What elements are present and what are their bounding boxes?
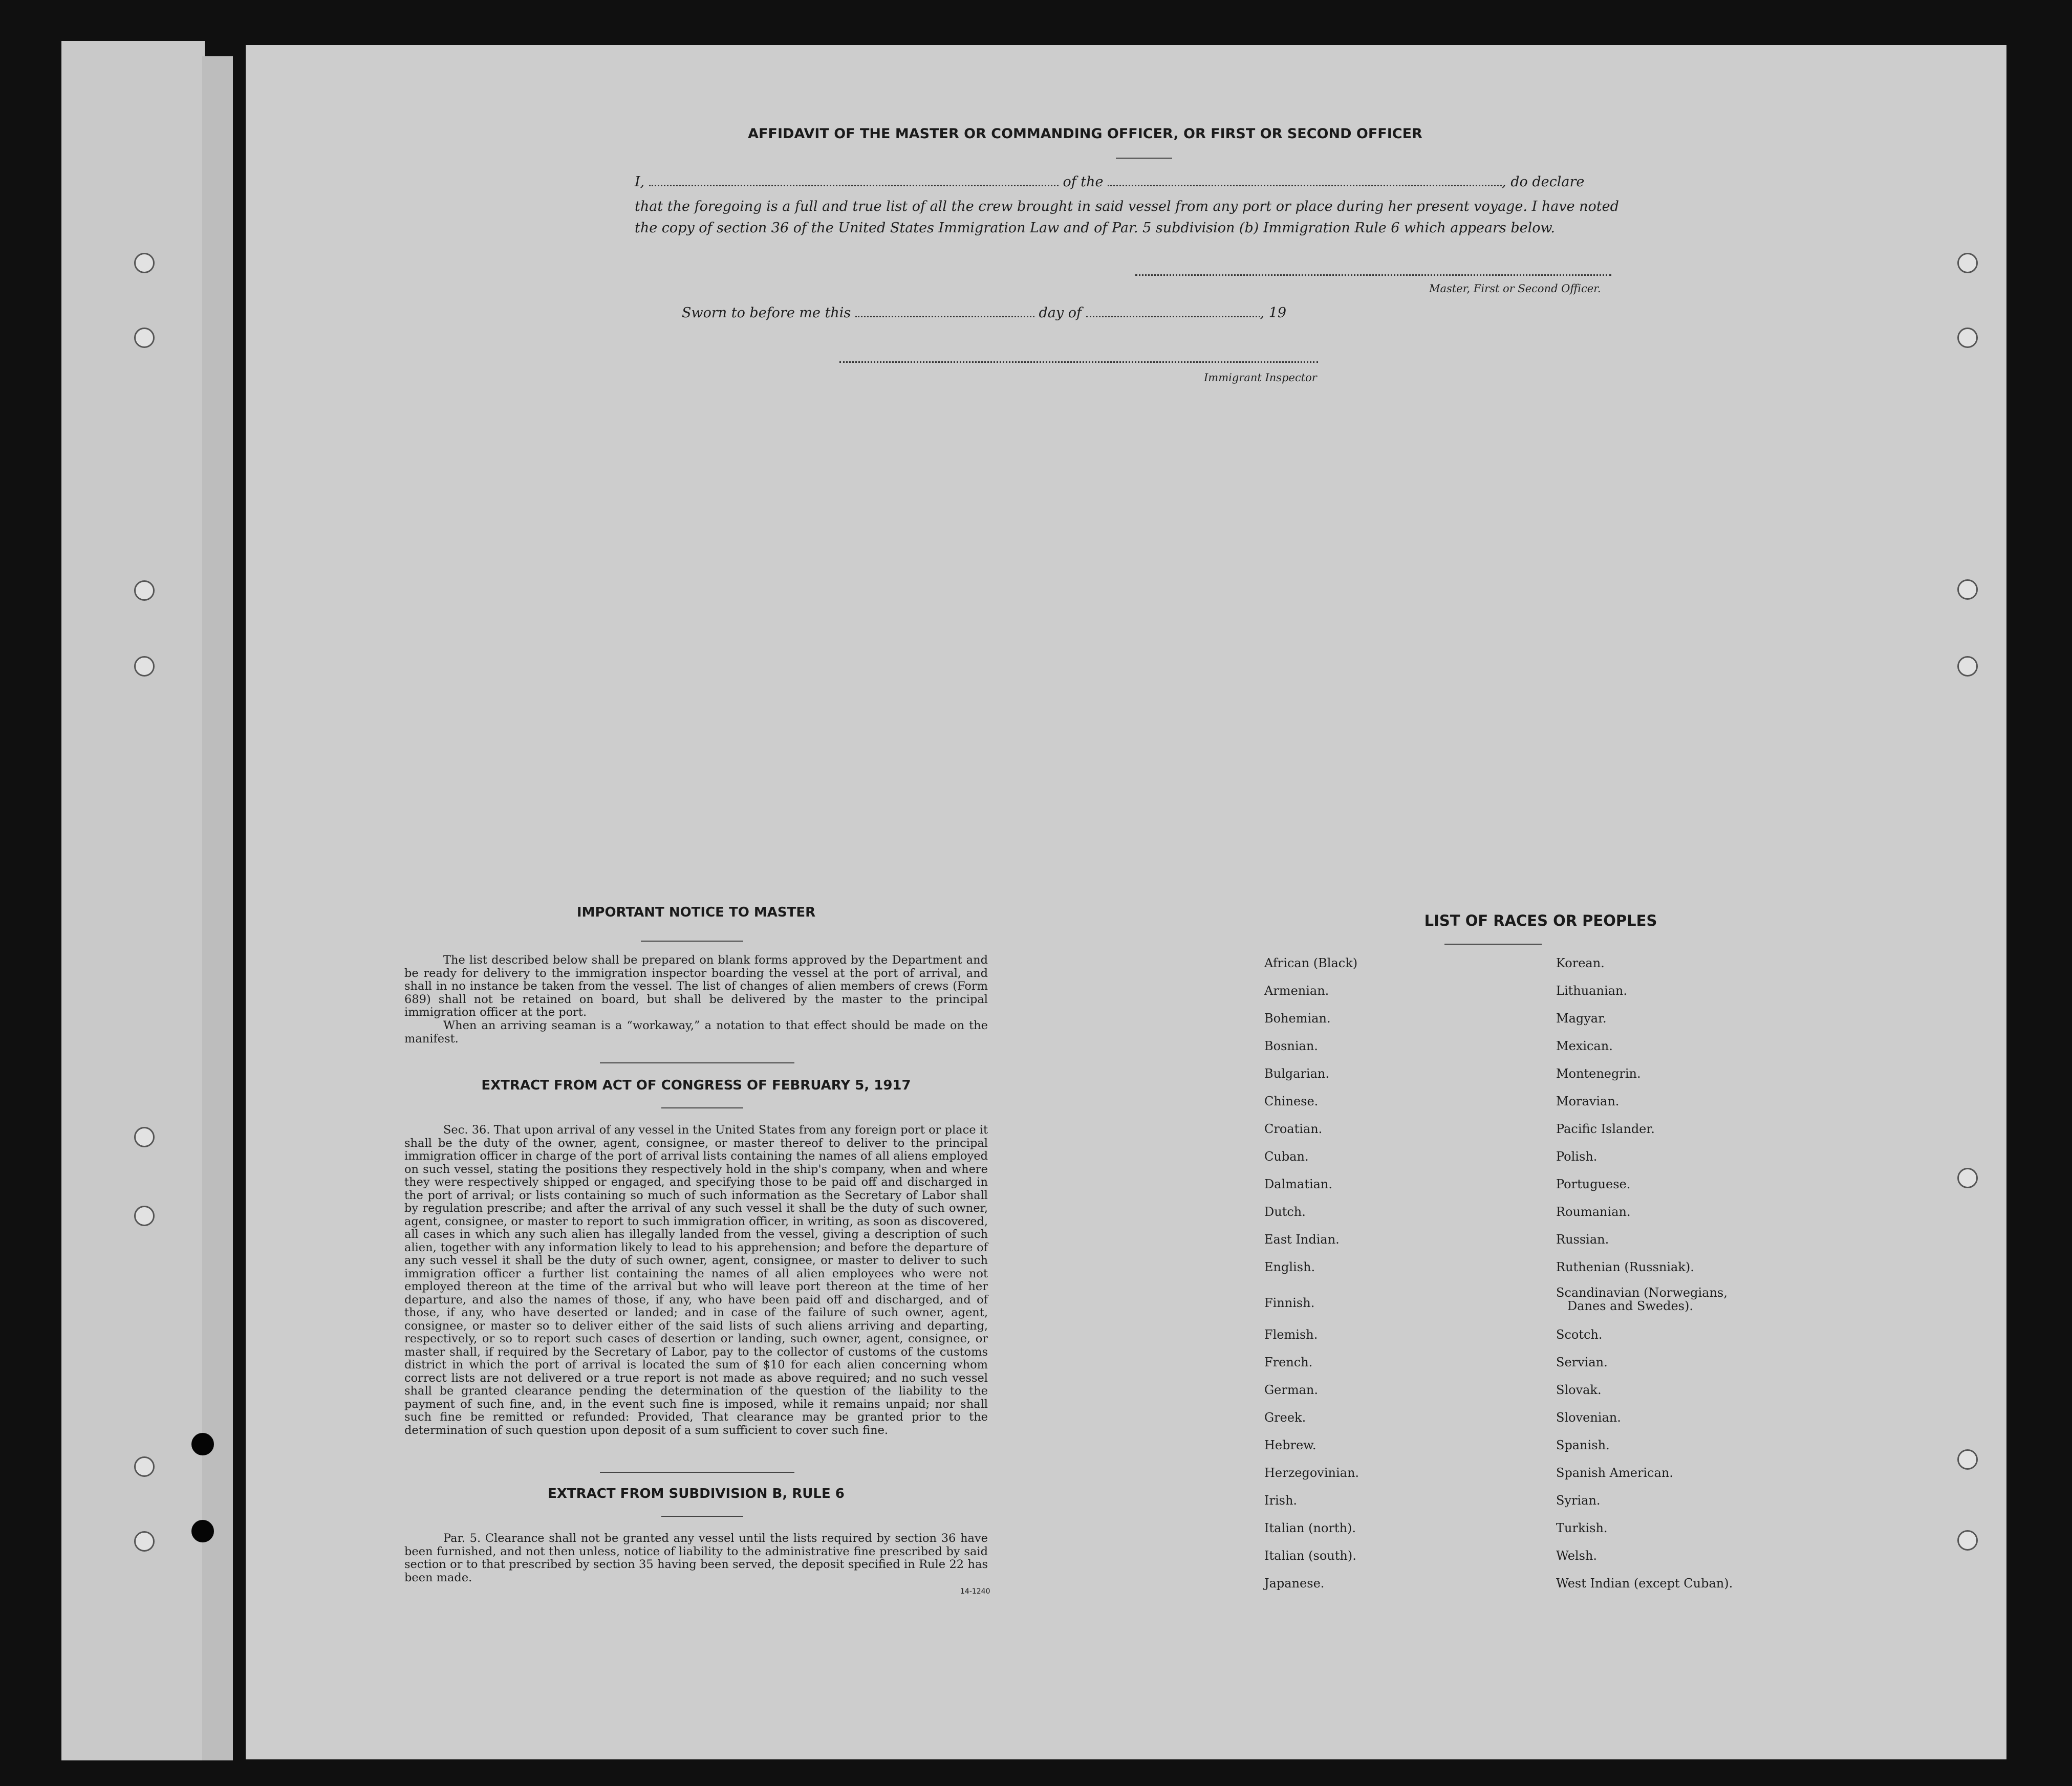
race-item: Magyar. <box>1556 1011 1607 1026</box>
race-item: Scotch. <box>1556 1327 1603 1342</box>
signature-label: Master, First or Second Officer. <box>1429 282 1601 295</box>
sworn-line <box>682 305 1286 321</box>
binder-hole-icon <box>1957 328 1978 348</box>
race-item: French. <box>1264 1355 1313 1369</box>
divider <box>661 1516 743 1517</box>
race-item: Dutch. <box>1264 1205 1306 1219</box>
inspector-signature-field[interactable] <box>839 361 1318 363</box>
sworn-text: , 19 <box>1260 305 1287 321</box>
race-item: Irish. <box>1264 1493 1298 1508</box>
binder-hole-icon <box>1957 253 1978 273</box>
binder-hole-icon <box>134 253 155 273</box>
race-item: Lithuanian. <box>1556 984 1628 998</box>
race-item: Welsh. <box>1556 1549 1597 1563</box>
race-item: East Indian. <box>1264 1232 1340 1247</box>
race-item: Italian (north). <box>1264 1521 1356 1535</box>
race-item: Korean. <box>1556 956 1605 970</box>
race-item: Polish. <box>1556 1149 1598 1164</box>
race-item: Syrian. <box>1556 1493 1601 1508</box>
race-item: Pacific Islander. <box>1556 1122 1655 1136</box>
notice-paragraph-2: When an arriving seaman is a “workaway,” a notation to that effect should be made on the manifest. <box>404 1019 988 1046</box>
divider <box>641 941 743 942</box>
race-item: Servian. <box>1556 1355 1608 1369</box>
binder-hole-icon <box>134 328 155 348</box>
rule-paragraph: Par. 5. Clearance shall not be granted any vessel until the lists required by section 36 have been furnished, and not then unless, notice of liability to the administrative fine prescribed by said section or to that prescribed by section 35 having been served, the deposit specified in Rule 22 has been made. <box>404 1532 988 1584</box>
race-item: Danes and Swedes). <box>1567 1299 1693 1313</box>
race-item: Bulgarian. <box>1264 1066 1329 1081</box>
race-item: Italian (south). <box>1264 1549 1356 1563</box>
sworn-text: day of <box>1039 305 1082 321</box>
binder-hole-icon <box>134 1206 155 1226</box>
race-item: Montenegrin. <box>1556 1066 1641 1081</box>
race-item: West Indian (except Cuban). <box>1556 1576 1733 1591</box>
race-item: Croatian. <box>1264 1122 1323 1136</box>
signature-field[interactable] <box>1135 274 1611 276</box>
act-section-36: Sec. 36. That upon arrival of any vessel in the United States from any foreign port or place it shall be the duty of the owner, agent, consignee, or master thereof to deliver to the principal immigration officer in charge of the port of arrival lists containing the names of all aliens employed on such vessel, stating the positions they respectively hold in the ship's company, when and where they were respectively shipped or engaged, and specifying those to be paid off and discharged in the port of arrival; or lists containing so much of such information as the Secretary of Labor shall by regulation prescribe; and after the arrival of any such vessel it shall be the duty of such owner, agent, consignee, or master to report to such immigration officer, in writing, as soon as discovered, all cases in which any such alien has illegally landed from the vessel, giving a description of such alien, together with any information likely to lead to his apprehension; and before the departure of any such vessel it shall be the duty of such owner, agent, consignee, or master to deliver to such immigration officer a further list containing the names of all alien employees who were not employed thereon at the time of the arrival but who will leave port thereon at the time of her departure, and also the names of those, if any, who have been paid off and discharged, and of those, if any, who have deserted or landed; and in case of the failure of such owner, agent, consignee, or master so to deliver either of the said lists of such aliens arriving and departing, respectively, or so to report such cases of desertion or landing, such owner, agent, consignee, or master shall, if required by the Secretary of Labor, pay to the collector of customs of the customs district in which the port of arrival is located the sum of $10 for each alien concerning whom correct lists are not delivered or a true report is not made as above required; and no such vessel shall be granted clearance pending the determination of the question of the liability to the payment of such fine, and, in the event such fine is imposed, while it remains unpaid; nor shall such fine be remitted or refunded: Provided, That clearance may be granted prior to the determination of such question upon deposit of a sum sufficient to cover such fine. <box>404 1123 988 1437</box>
name-field[interactable] <box>649 185 1059 186</box>
divider <box>600 1062 794 1063</box>
race-item: Dalmatian. <box>1264 1177 1333 1191</box>
race-item: Russian. <box>1556 1232 1609 1247</box>
race-item: Slovenian. <box>1556 1410 1621 1425</box>
divider <box>1116 158 1172 159</box>
inspector-label: Immigrant Inspector <box>1204 372 1317 384</box>
sworn-text: Sworn to before me this <box>682 305 851 321</box>
affidavit-text: I, <box>635 174 645 190</box>
race-item: German. <box>1264 1383 1318 1397</box>
race-item: Roumanian. <box>1556 1205 1631 1219</box>
race-item: Finnish. <box>1264 1296 1315 1310</box>
race-item: English. <box>1264 1260 1315 1274</box>
race-item: Moravian. <box>1556 1094 1620 1108</box>
race-item: Cuban. <box>1264 1149 1309 1164</box>
race-item: Spanish American. <box>1556 1466 1673 1480</box>
binder-hole-icon <box>1957 1530 1978 1551</box>
notice-title: IMPORTANT NOTICE TO MASTER <box>576 905 816 920</box>
race-item: Armenian. <box>1264 984 1329 998</box>
race-item: Greek. <box>1264 1410 1306 1425</box>
race-item: African (Black) <box>1264 956 1358 970</box>
race-item: Ruthenian (Russniak). <box>1556 1260 1694 1274</box>
affidavit-line-2: that the foregoing is a full and true list of all the crew brought in said vessel from any port or place during her present voyage. I have noted <box>635 199 1619 214</box>
divider <box>661 1107 743 1108</box>
rule-title: EXTRACT FROM SUBDIVISION B, RULE 6 <box>548 1486 845 1501</box>
affidavit-text: , do declare <box>1502 174 1585 190</box>
affidavit-line-1 <box>635 174 1584 190</box>
races-list-left <box>1264 956 1530 1601</box>
binder-hole-icon <box>1957 1449 1978 1470</box>
race-item: Turkish. <box>1556 1521 1608 1535</box>
race-item: Slovak. <box>1556 1383 1602 1397</box>
divider <box>1444 944 1542 945</box>
binder-hole-icon <box>134 1127 155 1147</box>
back-page-left <box>61 41 205 1760</box>
races-title: LIST OF RACES OR PEOPLES <box>1424 912 1657 929</box>
affidavit-title: AFFIDAVIT OF THE MASTER OR COMMANDING OFFICER, OR FIRST OR SECOND OFFICER <box>748 126 1422 142</box>
race-item: Bohemian. <box>1264 1011 1331 1026</box>
race-item: Japanese. <box>1264 1576 1325 1591</box>
race-item: Mexican. <box>1556 1039 1613 1053</box>
form-number: 14-1240 <box>960 1587 990 1596</box>
race-item: Flemish. <box>1264 1327 1318 1342</box>
affidavit-text: of the <box>1063 174 1104 190</box>
race-item: Spanish. <box>1556 1438 1610 1452</box>
month-field[interactable] <box>1086 316 1260 317</box>
notice-paragraph-1: The list described below shall be prepared on blank forms approved by the Department and be ready for delivery to the immigration inspector boarding the vessel at the port of arrival, and shall in no instance be taken from the vessel. The list of changes of alien members of crews (Form 689) shall not be retained on board, but shall be delivered by the master to the principal immigration officer at the port. <box>404 953 988 1019</box>
binder-hole-icon <box>134 1456 155 1477</box>
binder-hole-icon <box>1957 1168 1978 1188</box>
affidavit-line-3: the copy of section 36 of the United States Immigration Law and of Par. 5 subdivision (b) Immigration Rule 6 which appears below. <box>635 220 1556 236</box>
race-item: Scandinavian (Norwegians, <box>1556 1286 1728 1300</box>
race-item: Chinese. <box>1264 1094 1319 1108</box>
binder-hole-icon <box>134 656 155 677</box>
day-field[interactable] <box>855 316 1034 317</box>
race-item: Herzegovinian. <box>1264 1466 1359 1480</box>
divider <box>600 1472 794 1473</box>
race-item: Bosnian. <box>1264 1039 1318 1053</box>
race-item: Hebrew. <box>1264 1438 1316 1452</box>
binder-hole-icon <box>134 580 155 601</box>
binder-hole-icon <box>191 1433 214 1455</box>
act-title: EXTRACT FROM ACT OF CONGRESS OF FEBRUARY 5, 1917 <box>481 1078 911 1093</box>
binder-hole-icon <box>1957 656 1978 677</box>
binder-hole-icon <box>134 1531 155 1552</box>
back-page-edge <box>202 56 233 1760</box>
races-list-right <box>1556 956 1822 1601</box>
binder-hole-icon <box>191 1520 214 1542</box>
binder-hole-icon <box>1957 579 1978 600</box>
race-item: Portuguese. <box>1556 1177 1631 1191</box>
vessel-field[interactable] <box>1108 185 1502 186</box>
